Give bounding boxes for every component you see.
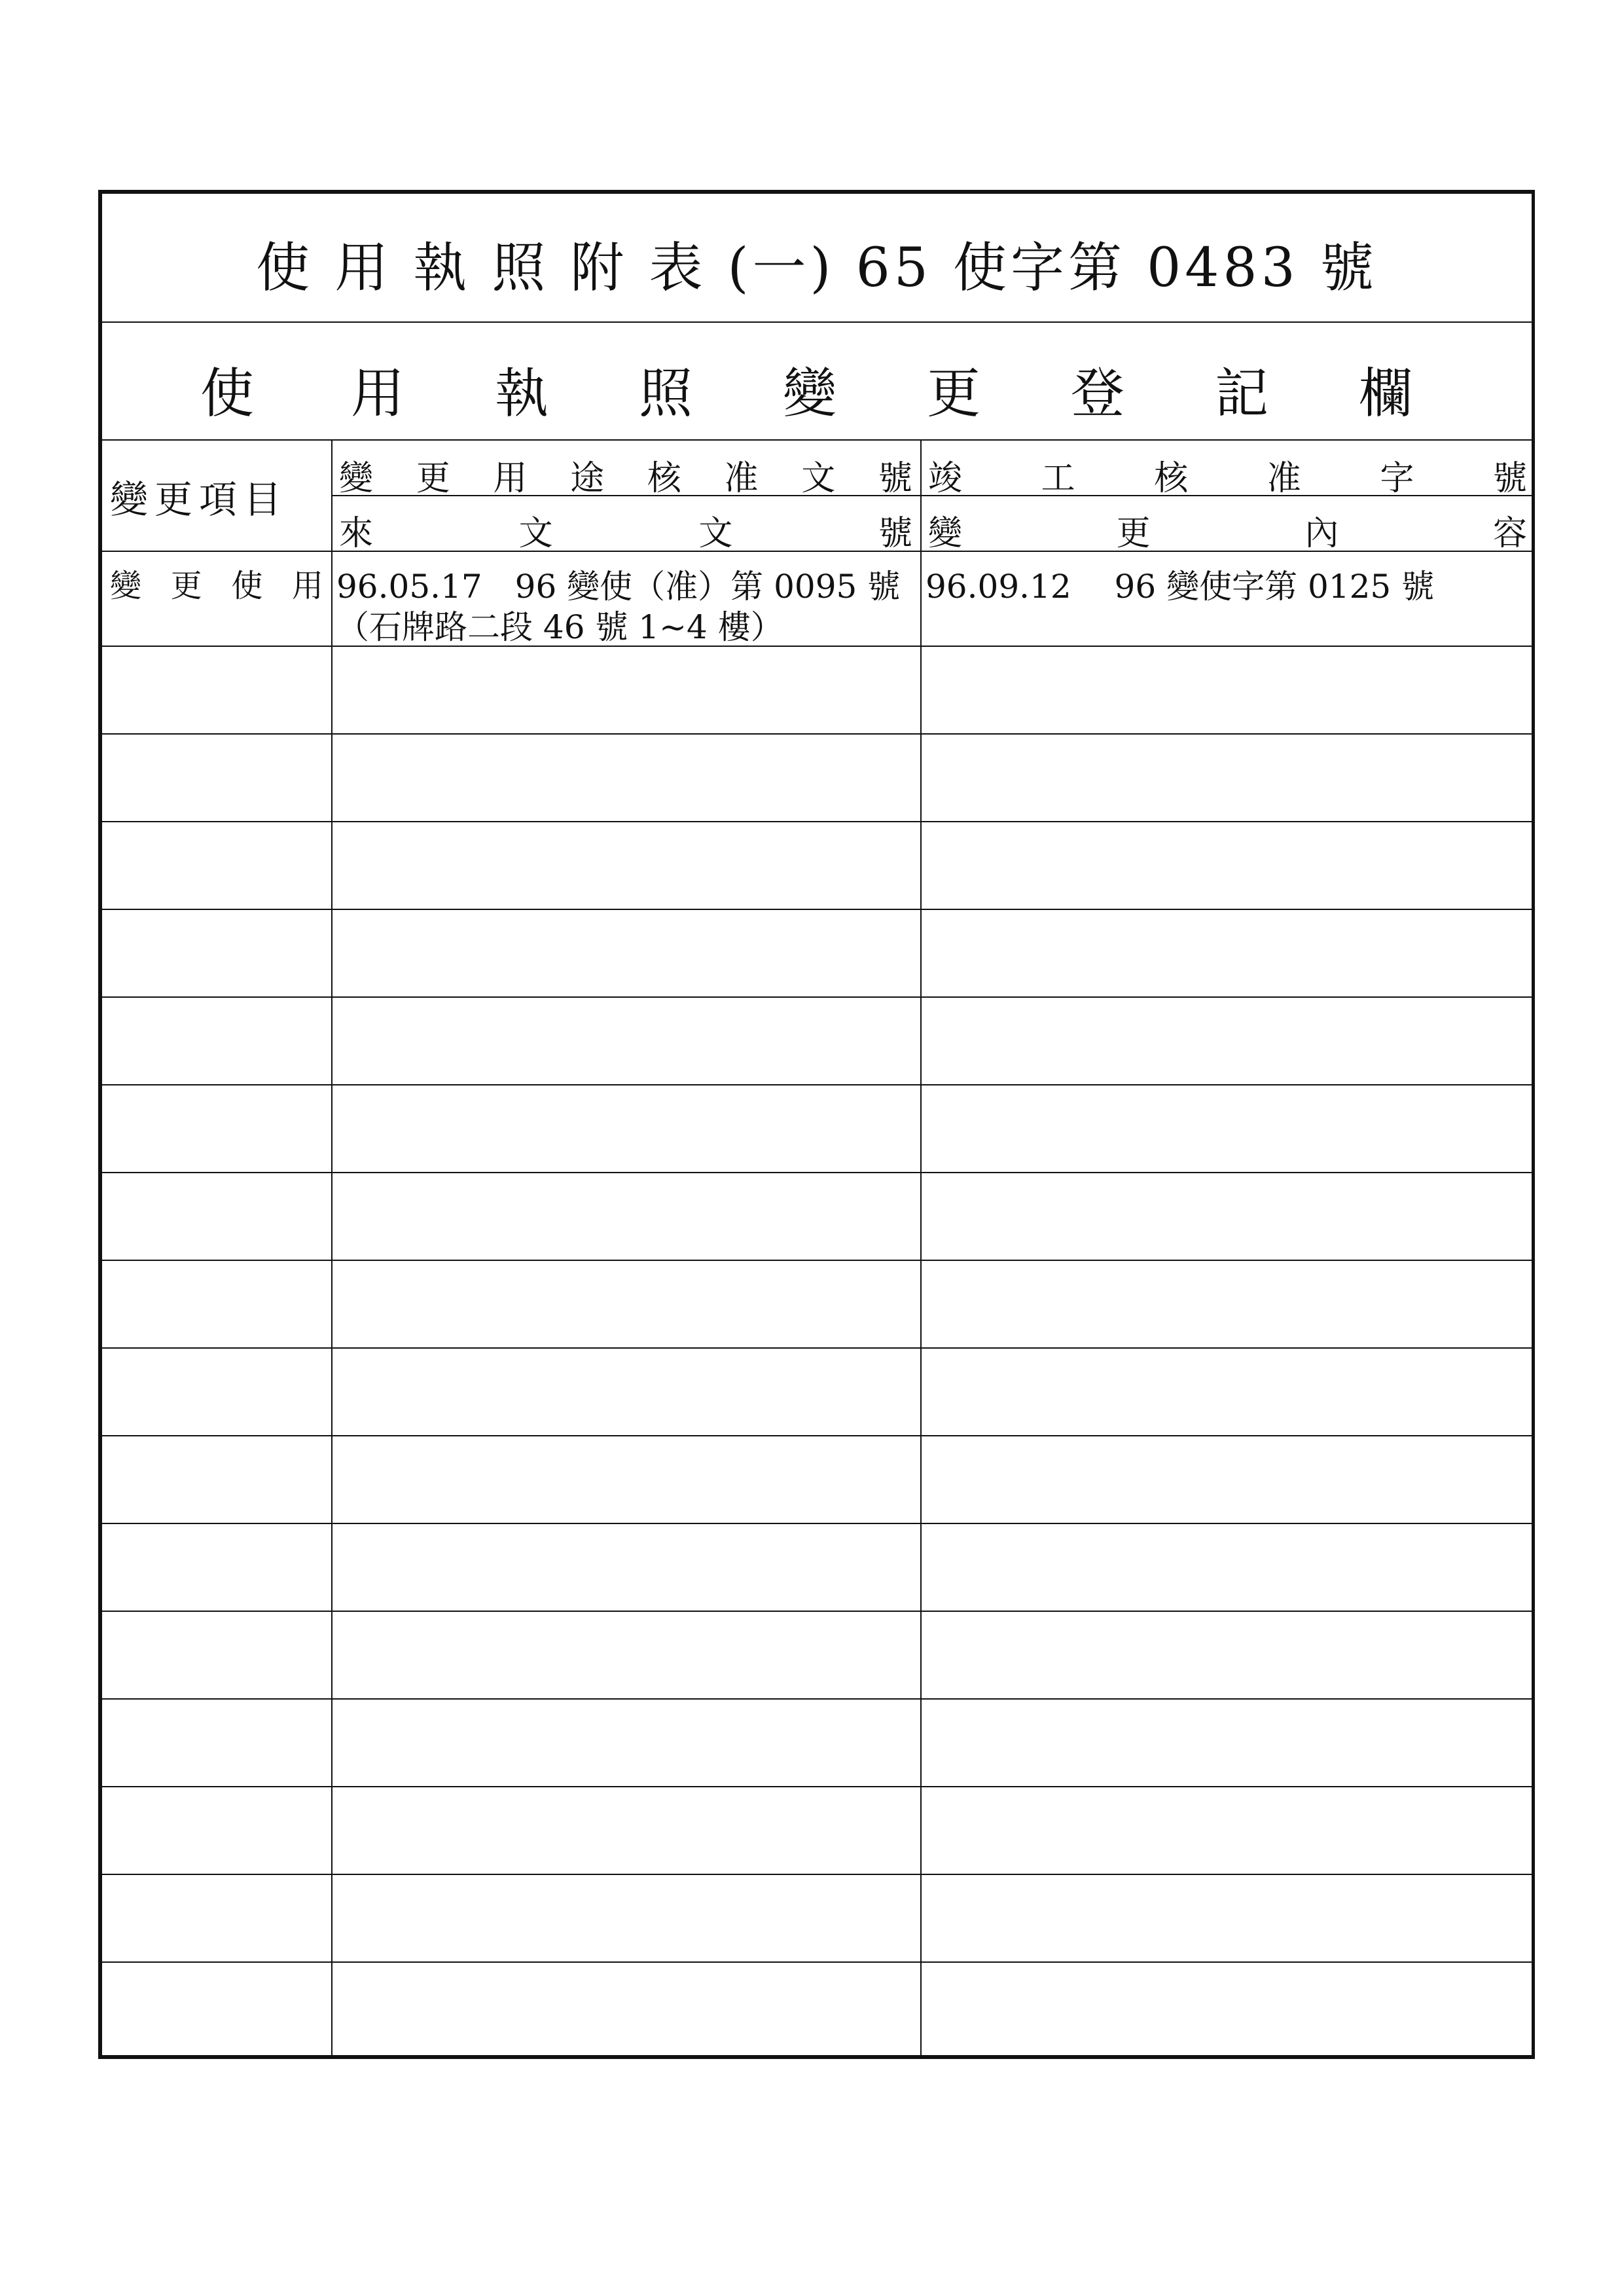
- header-char: 號: [878, 514, 912, 553]
- header-col3-bottom: [928, 505, 1527, 555]
- header-char: 准: [1267, 459, 1301, 498]
- subtitle-char: 使: [200, 363, 255, 425]
- header-col2-top: [339, 450, 912, 500]
- row-item: [110, 560, 323, 606]
- header-char: 文: [801, 459, 836, 498]
- row-col2-line2: （石牌路二段 46 號 1~4 樓）: [336, 608, 783, 646]
- subtitle-char: 記: [1215, 363, 1269, 425]
- header-item: 變更項目: [110, 477, 289, 522]
- item-char: 使: [231, 568, 263, 604]
- item-char: 變: [110, 568, 142, 604]
- header-char: 號: [878, 459, 912, 498]
- row-divider: [102, 1874, 1532, 1875]
- subtitle-char: 更: [927, 363, 981, 425]
- header-char: 核: [1154, 459, 1189, 498]
- divider: [102, 439, 1532, 441]
- row-divider: [102, 996, 1532, 998]
- row-divider: [102, 909, 1532, 910]
- license-attachment-table: [98, 190, 1535, 2059]
- header-char: 更: [416, 459, 450, 498]
- header-char: 竣: [928, 459, 963, 498]
- header-char: 來: [339, 514, 374, 553]
- row-divider: [102, 1435, 1532, 1436]
- row-divider: [102, 821, 1532, 822]
- subtitle-char: 變: [783, 363, 837, 425]
- row-divider: [102, 1786, 1532, 1787]
- header-char: 文: [518, 514, 553, 553]
- subtitle-char: 用: [351, 363, 405, 425]
- header-char: 更: [1116, 514, 1151, 553]
- subtitle-char: 照: [639, 363, 693, 425]
- header-char: 文: [698, 514, 733, 553]
- header-char: 內: [1304, 514, 1339, 553]
- header-char: 變: [928, 514, 963, 553]
- subtitle-char: 執: [495, 363, 549, 425]
- subtitle-char: 欄: [1359, 363, 1413, 425]
- item-char: 更: [170, 568, 202, 604]
- header-char: 用: [493, 459, 528, 498]
- row-divider: [102, 1172, 1532, 1173]
- header-char: 准: [724, 459, 759, 498]
- row-divider: [102, 733, 1532, 735]
- subtitle-char: 登: [1071, 363, 1125, 425]
- row-divider: [102, 1260, 1532, 1261]
- table-title: 使 用 執 照 附 表 (一) 65 使字第 0483 號: [256, 237, 1378, 299]
- header-char: 容: [1492, 514, 1527, 553]
- row-divider: [102, 1523, 1532, 1524]
- header-col2-bottom: [339, 505, 912, 555]
- header-char: 途: [570, 459, 605, 498]
- row-divider: [102, 646, 1532, 647]
- row-divider: [102, 1347, 1532, 1349]
- header-col3-top: [928, 450, 1527, 500]
- item-char: 用: [291, 568, 323, 604]
- header-char: 字: [1380, 459, 1414, 498]
- header-char: 工: [1041, 459, 1075, 498]
- header-char: 變: [339, 459, 374, 498]
- row-divider: [102, 1611, 1532, 1612]
- row-divider: [102, 1961, 1532, 1963]
- row-col2-line1: 96.05.17 96 變使（准）第 0095 號: [336, 568, 901, 606]
- table-subtitle: [200, 351, 1433, 423]
- row-divider: [102, 1698, 1532, 1700]
- header-char: 核: [647, 459, 681, 498]
- column-divider: [920, 439, 922, 2055]
- row-divider: [102, 1084, 1532, 1085]
- header-char: 號: [1492, 459, 1527, 498]
- column-divider: [331, 439, 333, 2055]
- row-col3: 96.09.12 96 變使字第 0125 號: [926, 568, 1435, 606]
- divider: [102, 321, 1532, 323]
